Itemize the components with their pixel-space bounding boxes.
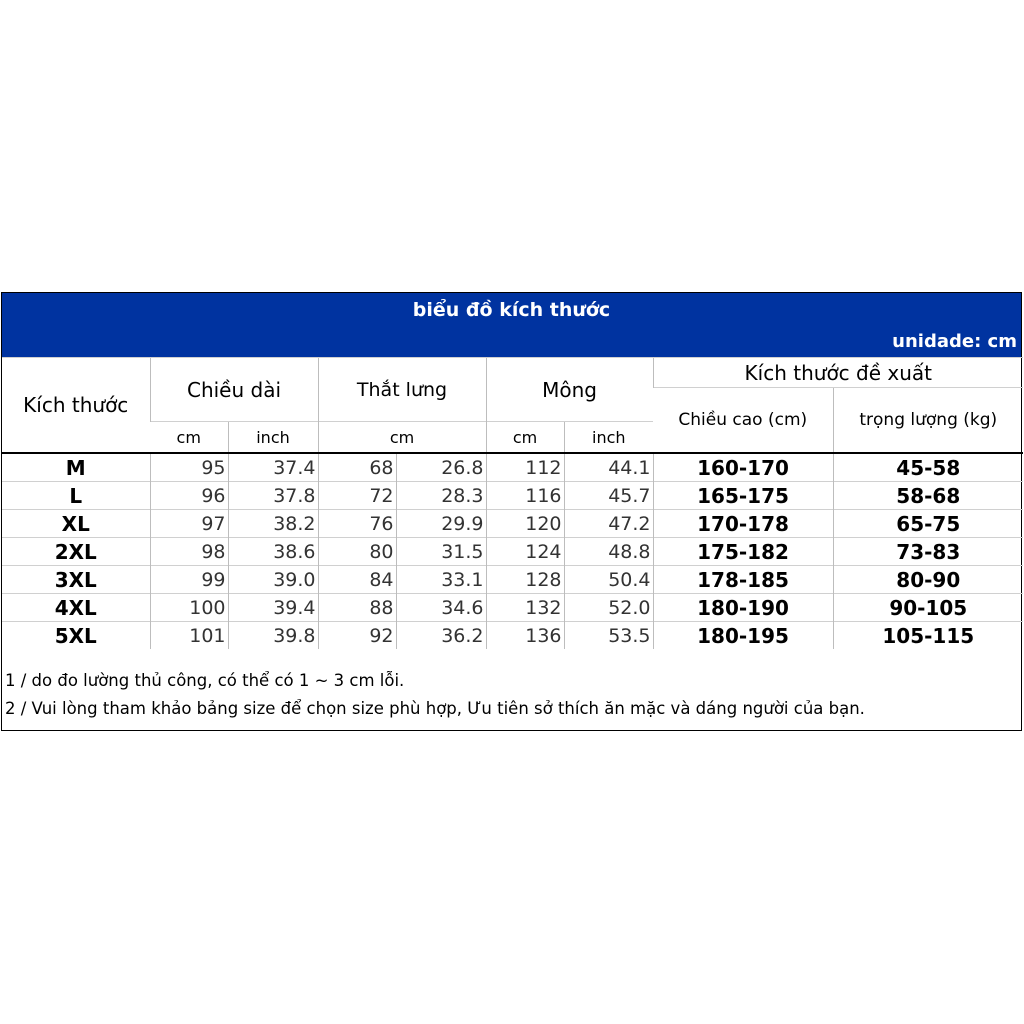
cell-length-inch: 39.0 (228, 566, 318, 594)
table-row (2, 566, 1023, 594)
table-row (2, 453, 1023, 482)
cell-waist-inch: 36.2 (396, 622, 486, 650)
subheader-hip-cm: cm (486, 422, 564, 454)
cell-waist-cm: 92 (318, 622, 396, 650)
cell-length-inch: 38.2 (228, 510, 318, 538)
note-2: 2 / Vui lòng tham khảo bảng size để chọn size phù hợp, Ưu tiên sở thích ăn mặc và dáng người của bạn. (5, 699, 865, 718)
header-waist: Thắt lưng (318, 358, 486, 422)
cell-height: 160-170 (653, 453, 833, 482)
cell-hip-inch: 52.0 (564, 594, 653, 622)
cell-waist-cm: 80 (318, 538, 396, 566)
cell-waist-cm: 68 (318, 453, 396, 482)
cell-size: 3XL (2, 566, 150, 594)
note-1: 1 / do đo lường thủ công, có thể có 1 ~ 3 cm lỗi. (5, 671, 405, 690)
cell-length-cm: 97 (150, 510, 228, 538)
cell-weight: 90-105 (833, 594, 1023, 622)
cell-waist-inch: 26.8 (396, 453, 486, 482)
chart-banner (2, 293, 1021, 357)
cell-hip-inch: 47.2 (564, 510, 653, 538)
table-row (2, 510, 1023, 538)
cell-size: 4XL (2, 594, 150, 622)
header-size: Kích thước (2, 358, 150, 454)
cell-waist-cm: 72 (318, 482, 396, 510)
cell-hip-inch: 48.8 (564, 538, 653, 566)
cell-size: M (2, 453, 150, 482)
subheader-hip-inch: inch (564, 422, 653, 454)
cell-hip-inch: 44.1 (564, 453, 653, 482)
header-weight: trọng lượng (kg) (833, 388, 1023, 454)
cell-hip-cm: 124 (486, 538, 564, 566)
header-height: Chiều cao (cm) (653, 388, 833, 454)
subheader-length-cm: cm (150, 422, 228, 454)
cell-waist-cm: 88 (318, 594, 396, 622)
cell-length-cm: 100 (150, 594, 228, 622)
cell-waist-inch: 33.1 (396, 566, 486, 594)
cell-length-inch: 37.4 (228, 453, 318, 482)
cell-hip-cm: 120 (486, 510, 564, 538)
cell-weight: 45-58 (833, 453, 1023, 482)
cell-weight: 65-75 (833, 510, 1023, 538)
cell-length-cm: 98 (150, 538, 228, 566)
cell-waist-inch: 34.6 (396, 594, 486, 622)
cell-size: XL (2, 510, 150, 538)
header-hip: Mông (486, 358, 653, 422)
cell-waist-inch: 29.9 (396, 510, 486, 538)
subheader-waist-cm: cm (318, 422, 486, 454)
cell-size: 5XL (2, 622, 150, 650)
header-length: Chiều dài (150, 358, 318, 422)
cell-length-cm: 101 (150, 622, 228, 650)
size-chart (1, 292, 1022, 731)
size-table (2, 357, 1023, 649)
header-recommend: Kích thước đề xuất (653, 358, 1023, 388)
cell-hip-cm: 132 (486, 594, 564, 622)
cell-weight: 58-68 (833, 482, 1023, 510)
unit-label: unidade: cm (892, 331, 1017, 352)
cell-size: 2XL (2, 538, 150, 566)
cell-height: 175-182 (653, 538, 833, 566)
cell-hip-cm: 112 (486, 453, 564, 482)
cell-length-inch: 39.8 (228, 622, 318, 650)
cell-waist-cm: 84 (318, 566, 396, 594)
table-row (2, 538, 1023, 566)
cell-height: 180-190 (653, 594, 833, 622)
cell-length-cm: 95 (150, 453, 228, 482)
cell-height: 178-185 (653, 566, 833, 594)
cell-weight: 73-83 (833, 538, 1023, 566)
cell-waist-inch: 31.5 (396, 538, 486, 566)
cell-length-inch: 38.6 (228, 538, 318, 566)
cell-height: 170-178 (653, 510, 833, 538)
cell-weight: 80-90 (833, 566, 1023, 594)
cell-waist-cm: 76 (318, 510, 396, 538)
cell-hip-inch: 45.7 (564, 482, 653, 510)
cell-length-inch: 37.8 (228, 482, 318, 510)
cell-hip-cm: 116 (486, 482, 564, 510)
table-row (2, 594, 1023, 622)
cell-length-cm: 96 (150, 482, 228, 510)
notes (5, 667, 865, 723)
cell-height: 180-195 (653, 622, 833, 650)
cell-hip-cm: 128 (486, 566, 564, 594)
cell-length-cm: 99 (150, 566, 228, 594)
chart-title: biểu đồ kích thước (412, 299, 611, 321)
cell-weight: 105-115 (833, 622, 1023, 650)
cell-hip-inch: 50.4 (564, 566, 653, 594)
cell-hip-inch: 53.5 (564, 622, 653, 650)
table-row (2, 622, 1023, 650)
cell-length-inch: 39.4 (228, 594, 318, 622)
cell-waist-inch: 28.3 (396, 482, 486, 510)
cell-hip-cm: 136 (486, 622, 564, 650)
table-row (2, 482, 1023, 510)
subheader-length-inch: inch (228, 422, 318, 454)
cell-size: L (2, 482, 150, 510)
cell-height: 165-175 (653, 482, 833, 510)
